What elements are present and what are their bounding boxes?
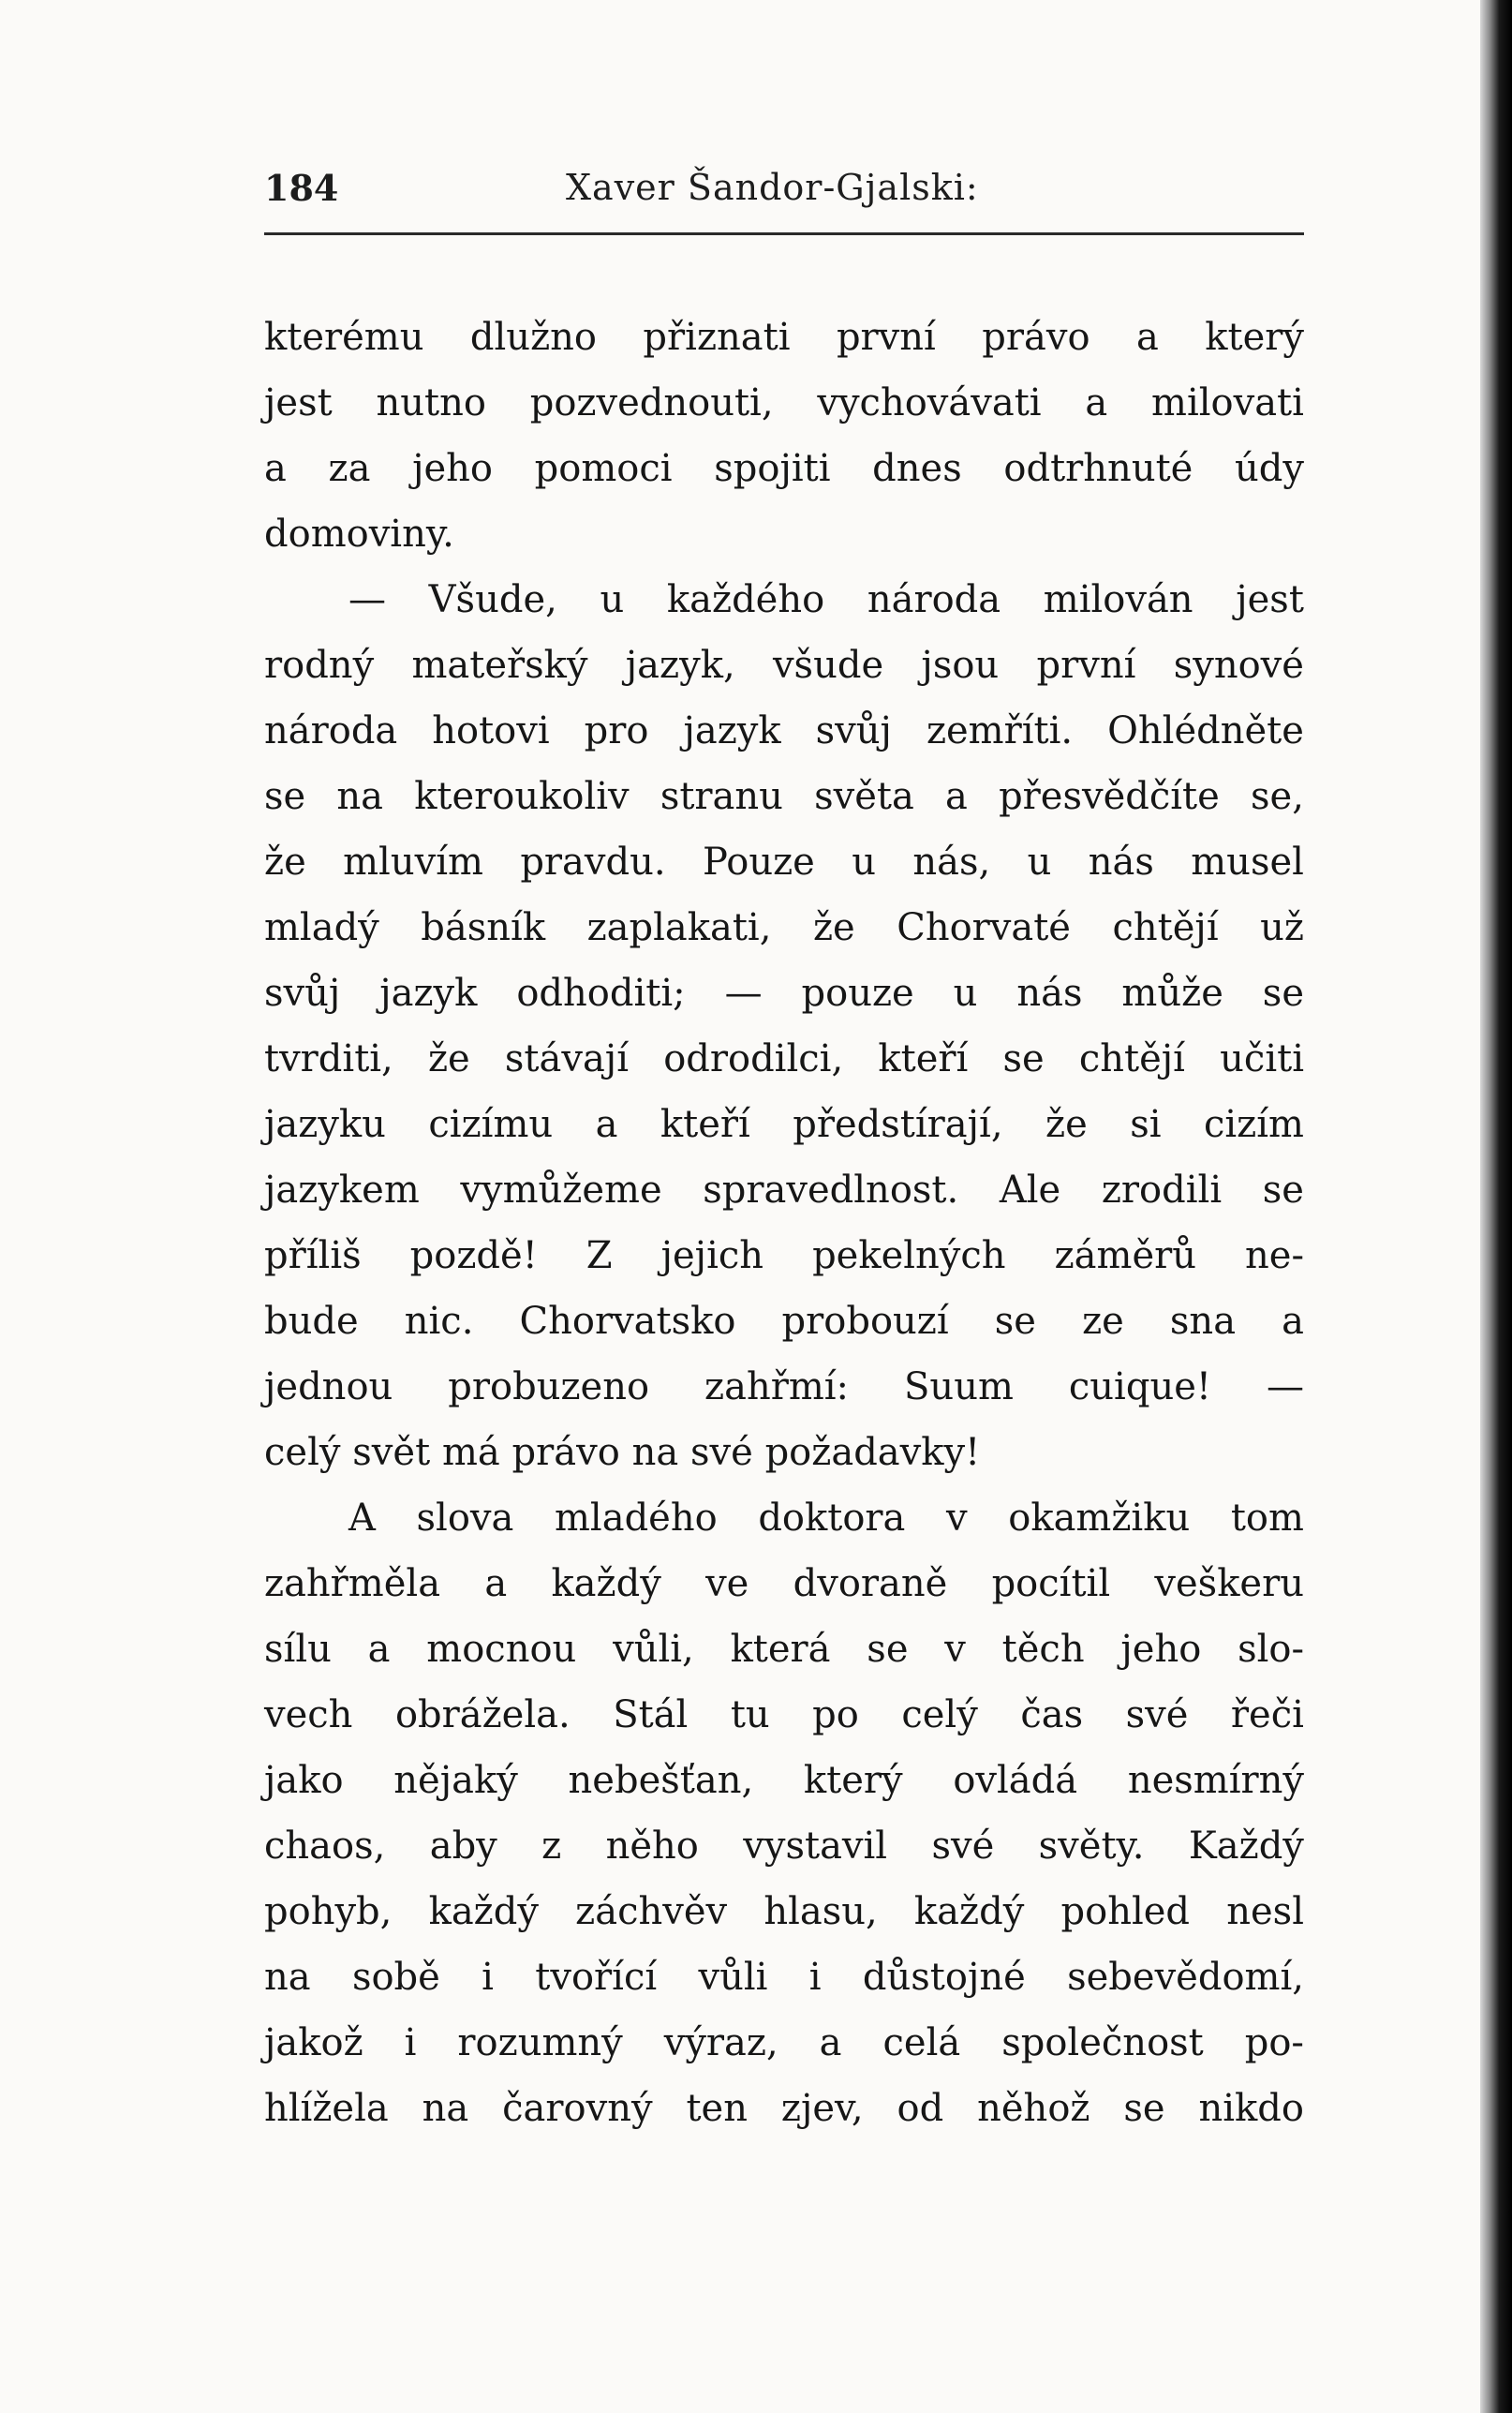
word: jazyku <box>264 1103 386 1146</box>
text-line <box>264 698 1304 764</box>
word: dvoraně <box>793 1562 948 1605</box>
word: nás <box>1016 972 1083 1015</box>
text-line <box>264 633 1304 698</box>
word: nás, <box>912 841 991 884</box>
word: po- <box>1244 2021 1304 2064</box>
word: svůj <box>264 972 341 1015</box>
word: přiznati <box>643 316 791 359</box>
running-head: Xaver Šandor-Gjalski: <box>566 167 979 208</box>
word: záchvěv <box>575 1890 728 1933</box>
word: jednou <box>264 1365 393 1408</box>
word: i <box>808 1956 822 1999</box>
word: jejich <box>660 1234 764 1277</box>
word: své <box>931 1825 995 1868</box>
word: ten <box>686 2087 748 2130</box>
word: se <box>1262 1169 1304 1212</box>
word: jeho <box>1120 1628 1202 1671</box>
word: který <box>1205 316 1304 359</box>
text-line <box>264 1551 1304 1616</box>
word: sebevědomí, <box>1067 1956 1304 1999</box>
word: jest <box>264 381 333 425</box>
word: dnes <box>872 447 962 490</box>
word: nesmírný <box>1127 1759 1304 1802</box>
word: může <box>1121 972 1223 1015</box>
word: odrodilci, <box>663 1037 844 1080</box>
word: Z <box>586 1234 613 1277</box>
word: celý <box>264 1431 341 1474</box>
word: ne- <box>1245 1234 1304 1277</box>
word: Chorvatsko <box>519 1300 736 1343</box>
word: jazykem <box>264 1169 420 1212</box>
body-text <box>264 305 1304 2141</box>
word: pomoci <box>534 447 673 490</box>
word: všude <box>772 644 884 687</box>
text-line <box>264 2076 1304 2141</box>
word: že <box>812 906 855 949</box>
word: výraz, <box>663 2021 778 2064</box>
word: pozdě! <box>409 1234 538 1277</box>
word: jeho <box>412 447 494 490</box>
word: těch <box>1001 1628 1085 1671</box>
word: slova <box>416 1497 514 1540</box>
word: básník <box>421 906 546 949</box>
word: a <box>595 1103 618 1146</box>
text-line <box>264 1420 1304 1485</box>
word: odtrhnuté <box>1003 447 1193 490</box>
word: od <box>897 2087 944 2130</box>
word: cuique! <box>1068 1365 1211 1408</box>
word: své <box>1125 1693 1189 1736</box>
page-number: 184 <box>264 167 339 209</box>
word: rozumný <box>457 2021 623 2064</box>
word: každý <box>551 1562 661 1605</box>
word: a <box>819 2021 842 2064</box>
word: chtějí <box>1112 906 1219 949</box>
word: ze <box>1082 1300 1124 1343</box>
text-line <box>264 1879 1304 1944</box>
text-line <box>264 895 1304 961</box>
word: pozvednouti, <box>529 381 774 425</box>
word: pouze <box>801 972 914 1015</box>
word: čarovný <box>502 2087 653 2130</box>
word: svět <box>352 1431 431 1474</box>
word: mluvím <box>343 841 483 884</box>
word: tu <box>730 1693 770 1736</box>
word: něho <box>605 1825 699 1868</box>
word: v <box>944 1628 966 1671</box>
word: i <box>482 1956 494 1999</box>
text-line <box>264 1288 1304 1354</box>
word: aby <box>429 1825 497 1868</box>
word: cizím <box>1203 1103 1304 1146</box>
word: a <box>264 447 287 490</box>
word: vychovávati <box>817 381 1042 425</box>
word: Chorvaté <box>897 906 1071 949</box>
word: na <box>631 1431 679 1474</box>
word: příliš <box>264 1234 362 1277</box>
page-header <box>264 167 1304 227</box>
text-line <box>264 305 1304 370</box>
word: důstojné <box>862 1956 1026 1999</box>
word: každý <box>913 1890 1025 1933</box>
word: jakož <box>264 2021 363 2064</box>
word: vystavil <box>743 1825 888 1868</box>
word: okamžiku <box>1008 1497 1191 1540</box>
word: rodný <box>264 644 375 687</box>
word: zemříti. <box>926 709 1074 752</box>
word: sna <box>1169 1300 1237 1343</box>
word: chaos, <box>264 1825 386 1868</box>
text-line <box>264 1026 1304 1092</box>
word: své <box>689 1431 753 1474</box>
word: vymůžeme <box>460 1169 662 1212</box>
word: obrážela. <box>394 1693 571 1736</box>
word: jazyk <box>683 709 781 752</box>
word: vech <box>264 1693 353 1736</box>
word: učiti <box>1220 1037 1304 1080</box>
word: Stál <box>613 1693 689 1736</box>
word: nic. <box>404 1300 474 1343</box>
word: celý <box>901 1693 978 1736</box>
word: zahřmí: <box>704 1365 850 1408</box>
word: každý <box>428 1890 539 1933</box>
header-rule <box>264 232 1304 235</box>
text-line <box>264 1223 1304 1288</box>
word: Pouze <box>702 841 815 884</box>
word: zjev, <box>780 2087 864 2130</box>
word: cizímu <box>428 1103 554 1146</box>
word: jest <box>1236 578 1304 621</box>
word: Ale <box>999 1169 1061 1212</box>
word: ve <box>705 1562 749 1605</box>
word: musel <box>1191 841 1304 884</box>
word: probuzeno <box>448 1365 650 1408</box>
word: Ohlédněte <box>1107 709 1304 752</box>
text-line <box>264 501 1304 567</box>
word: synové <box>1173 644 1304 687</box>
word: mocnou <box>426 1628 577 1671</box>
word: a <box>945 775 968 818</box>
word: kteří <box>878 1037 969 1080</box>
word: tvrditi, <box>264 1037 393 1080</box>
word: hlížela <box>264 2087 389 2130</box>
word: domoviny. <box>264 513 454 556</box>
word: za <box>328 447 371 490</box>
word: jsou <box>921 644 1000 687</box>
text-line <box>264 1092 1304 1157</box>
word: se <box>264 775 306 818</box>
word: — <box>1266 1365 1304 1408</box>
word: mladého <box>555 1497 718 1540</box>
word: sílu <box>264 1628 332 1671</box>
word: má <box>441 1431 500 1474</box>
word: první <box>836 316 936 359</box>
word: veškeru <box>1154 1562 1304 1605</box>
word: u <box>852 841 876 884</box>
word: údy <box>1234 447 1304 490</box>
word: nesl <box>1226 1890 1304 1933</box>
word: a <box>1085 381 1108 425</box>
word: národa <box>264 709 398 752</box>
word: stávají <box>504 1037 629 1080</box>
word: v <box>946 1497 968 1540</box>
word: kteroukoliv <box>414 775 630 818</box>
word: u <box>1027 841 1052 884</box>
word: že <box>1045 1103 1088 1146</box>
word: celá <box>882 2021 961 2064</box>
word: kteří <box>660 1103 750 1146</box>
text-line <box>264 436 1304 501</box>
word: předstírají, <box>793 1103 1003 1146</box>
word: spravedlnost. <box>703 1169 959 1212</box>
word: i <box>404 2021 417 2064</box>
word: odhoditi; <box>516 972 686 1015</box>
word: světy. <box>1038 1825 1145 1868</box>
word: národa <box>867 578 1001 621</box>
word: Všude, <box>428 578 557 621</box>
word: po <box>812 1693 859 1736</box>
word: že <box>427 1037 470 1080</box>
word: a <box>1135 316 1159 359</box>
word: první <box>1036 644 1136 687</box>
word: probouzí <box>781 1300 949 1343</box>
word: právo <box>511 1431 620 1474</box>
word: mateřský <box>411 644 588 687</box>
word: řeči <box>1230 1693 1304 1736</box>
word: vůli <box>698 1956 768 1999</box>
text-line <box>264 1944 1304 2010</box>
word: pocítil <box>991 1562 1111 1605</box>
word: přesvědčíte <box>999 775 1220 818</box>
text-line <box>264 1157 1304 1223</box>
word: kterému <box>264 316 424 359</box>
word: milovati <box>1151 381 1304 425</box>
word: zaplakati, <box>586 906 772 949</box>
word: hlasu, <box>763 1890 878 1933</box>
word: pekelných <box>812 1234 1006 1277</box>
word: na <box>422 2087 469 2130</box>
word: světa <box>814 775 914 818</box>
word: každého <box>666 578 825 621</box>
word: se <box>1002 1037 1045 1080</box>
word: která <box>730 1628 831 1671</box>
text-line <box>264 829 1304 895</box>
word: hotovi <box>432 709 550 752</box>
word: pohled <box>1060 1890 1191 1933</box>
word: bude <box>264 1300 359 1343</box>
word: pohyb, <box>264 1890 393 1933</box>
word: společnost <box>1001 2021 1204 2064</box>
word: doktora <box>758 1497 906 1540</box>
word: už <box>1260 906 1304 949</box>
text-line <box>264 1813 1304 1879</box>
text-line <box>264 1354 1304 1420</box>
word: se, <box>1251 775 1304 818</box>
text-line <box>264 370 1304 436</box>
word: — <box>724 972 763 1015</box>
word: si <box>1130 1103 1162 1146</box>
text-line <box>264 567 1304 633</box>
word: u <box>600 578 625 621</box>
word: se <box>867 1628 909 1671</box>
word: spojiti <box>714 447 831 490</box>
word: milován <box>1043 578 1193 621</box>
word: záměrů <box>1054 1234 1196 1277</box>
word: vůli, <box>613 1628 694 1671</box>
word: nás <box>1088 841 1154 884</box>
text-line <box>264 1485 1304 1551</box>
word: nebešťan, <box>568 1759 754 1802</box>
text-line <box>264 1748 1304 1813</box>
word: a <box>1282 1300 1304 1343</box>
word: jazyk, <box>625 644 735 687</box>
word: že <box>264 841 306 884</box>
word: na <box>264 1956 311 1999</box>
word: Suum <box>904 1365 1014 1408</box>
word: ovládá <box>953 1759 1078 1802</box>
word: zrodili <box>1101 1169 1223 1212</box>
word: čas <box>1020 1693 1084 1736</box>
word: dlužno <box>469 316 597 359</box>
word: tvořící <box>535 1956 658 1999</box>
text-line <box>264 764 1304 829</box>
word: nikdo <box>1198 2087 1304 2130</box>
text-line <box>264 1682 1304 1748</box>
word: z <box>541 1825 562 1868</box>
word: zahřměla <box>264 1562 441 1605</box>
word: právo <box>982 316 1090 359</box>
word: na <box>336 775 383 818</box>
word: který <box>803 1759 903 1802</box>
word: tom <box>1230 1497 1304 1540</box>
text-line <box>264 1616 1304 1682</box>
word: mladý <box>264 906 379 949</box>
word: se <box>1123 2087 1165 2130</box>
word: pro <box>584 709 649 752</box>
word: svůj <box>815 709 892 752</box>
word: pravdu. <box>520 841 666 884</box>
word: se <box>1262 972 1304 1015</box>
word: se <box>994 1300 1036 1343</box>
word: jako <box>264 1759 344 1802</box>
word: nějaký <box>393 1759 518 1802</box>
word: nutno <box>376 381 486 425</box>
word: A <box>348 1497 376 1540</box>
word: — <box>348 578 386 621</box>
word: sobě <box>351 1956 440 1999</box>
word: slo- <box>1238 1628 1304 1671</box>
word: stranu <box>660 775 783 818</box>
word: chtějí <box>1078 1037 1185 1080</box>
book-spine-edge <box>1480 0 1512 2413</box>
text-line <box>264 2010 1304 2076</box>
word: u <box>953 972 978 1015</box>
word: a <box>367 1628 391 1671</box>
word: Každý <box>1188 1825 1304 1868</box>
word: jazyk <box>379 972 478 1015</box>
text-line <box>264 961 1304 1026</box>
word: požadavky! <box>764 1431 981 1474</box>
word: a <box>484 1562 508 1605</box>
word: něhož <box>977 2087 1090 2130</box>
